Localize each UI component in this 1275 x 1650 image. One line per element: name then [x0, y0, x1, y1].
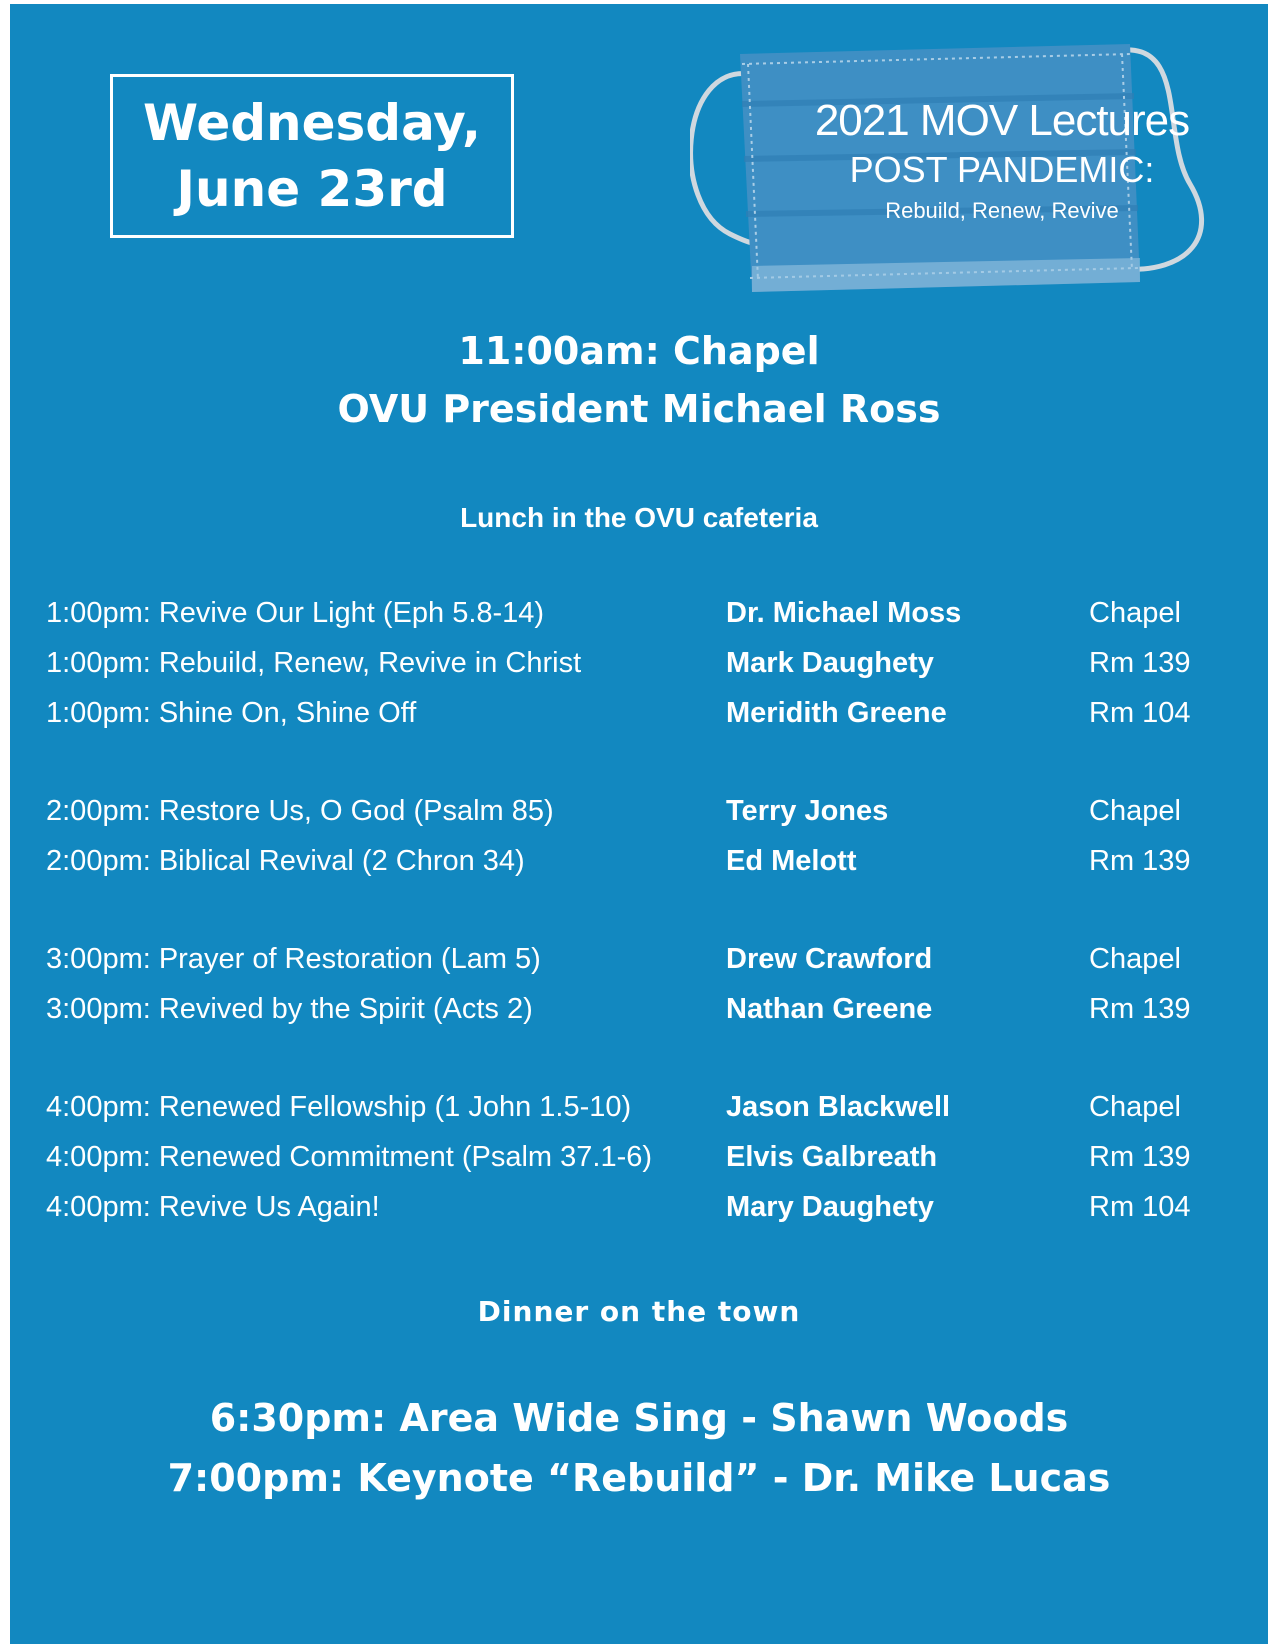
session-speaker: Nathan Greene: [726, 993, 933, 1025]
session-speaker: Drew Crawford: [726, 943, 933, 975]
session-room: Rm 139: [1089, 1141, 1191, 1173]
session-room: Rm 104: [1089, 1191, 1191, 1223]
session-title: 3:00pm: Revived by the Spirit (Acts 2): [46, 993, 533, 1025]
session-speaker: Mark Daughety: [726, 647, 934, 679]
mask-text: [812, 96, 1192, 226]
session-title: 1:00pm: Shine On, Shine Off: [46, 697, 417, 729]
evening-sing: 6:30pm: Area Wide Sing - Shawn Woods: [209, 1396, 1069, 1440]
lunch-note: Lunch in the OVU cafeteria: [460, 502, 818, 533]
date-heading: June 23rd: [176, 160, 448, 218]
lecture-series-tagline: Rebuild, Renew, Revive: [885, 198, 1119, 223]
session-row: [46, 1182, 1246, 1232]
face-mask-icon: [690, 34, 1250, 304]
session-title: 4:00pm: Revive Us Again!: [46, 1191, 380, 1223]
chapel-speaker: OVU President Michael Ross: [337, 387, 941, 431]
session-speaker: Elvis Galbreath: [726, 1141, 938, 1173]
session-group-2pm: [46, 786, 1246, 886]
evening-block: [10, 1388, 1268, 1508]
session-schedule: [46, 588, 1246, 1280]
session-row: [46, 836, 1246, 886]
date-box: [110, 74, 514, 238]
day-heading: Wednesday,: [142, 94, 482, 152]
session-group-4pm: [46, 1082, 1246, 1232]
session-room: Rm 139: [1089, 993, 1191, 1025]
session-speaker: Dr. Michael Moss: [726, 597, 962, 629]
session-row: [46, 688, 1246, 738]
session-speaker: Ed Melott: [726, 845, 857, 877]
evening-keynote: 7:00pm: Keynote “Rebuild” - Dr. Mike Lucas: [167, 1456, 1111, 1500]
lecture-series-title: 2021 MOV Lectures: [814, 96, 1190, 145]
session-room: Rm 139: [1089, 647, 1191, 679]
session-room: Rm 104: [1089, 697, 1191, 729]
session-title: 1:00pm: Revive Our Light (Eph 5.8-14): [46, 597, 545, 629]
lecture-series-subtitle: POST PANDEMIC:: [849, 149, 1155, 190]
session-title: 2:00pm: Biblical Revival (2 Chron 34): [46, 845, 525, 877]
session-row: [46, 588, 1246, 638]
session-speaker: Mary Daughety: [726, 1191, 934, 1223]
session-row: [46, 934, 1246, 984]
session-title: 4:00pm: Renewed Fellowship (1 John 1.5-10): [46, 1091, 632, 1123]
session-group-1pm: [46, 588, 1246, 738]
session-speaker: Meridith Greene: [726, 697, 947, 729]
session-title: 2:00pm: Restore Us, O God (Psalm 85): [46, 795, 554, 827]
session-row: [46, 1132, 1246, 1182]
session-speaker: Jason Blackwell: [726, 1091, 951, 1123]
session-row: [46, 984, 1246, 1034]
session-speaker: Terry Jones: [726, 795, 889, 827]
chapel-block: [10, 322, 1268, 438]
flyer-page: [10, 4, 1268, 1644]
chapel-time: 11:00am: Chapel: [458, 329, 820, 373]
session-row: [46, 1082, 1246, 1132]
session-title: 4:00pm: Renewed Commitment (Psalm 37.1-6): [46, 1141, 653, 1173]
session-row: [46, 786, 1246, 836]
session-room: Chapel: [1089, 1091, 1181, 1123]
session-room: Rm 139: [1089, 845, 1191, 877]
session-title: 3:00pm: Prayer of Restoration (Lam 5): [46, 943, 541, 975]
session-room: Chapel: [1089, 943, 1181, 975]
session-row: [46, 638, 1246, 688]
session-group-3pm: [46, 934, 1246, 1034]
session-room: Chapel: [1089, 597, 1181, 629]
session-room: Chapel: [1089, 795, 1181, 827]
session-title: 1:00pm: Rebuild, Renew, Revive in Christ: [46, 647, 582, 679]
dinner-note: Dinner on the town: [477, 1295, 801, 1328]
